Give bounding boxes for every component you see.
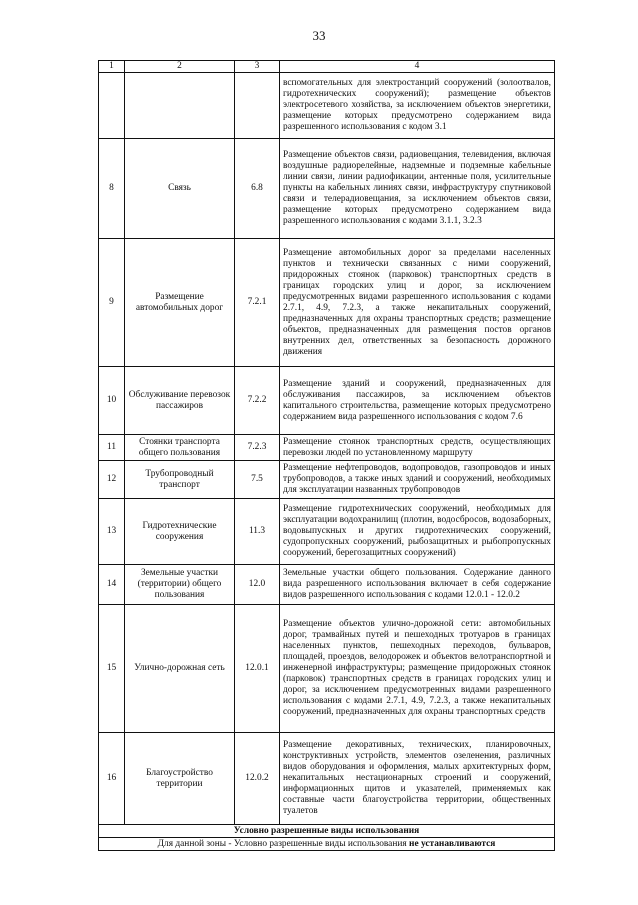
use-code: 7.2.1 xyxy=(235,239,280,367)
page-number: 33 xyxy=(312,28,326,43)
use-code: 12.0 xyxy=(235,565,280,605)
use-name: Улично-дорожная сеть xyxy=(125,605,235,733)
use-code: 12.0.2 xyxy=(235,733,280,825)
use-description: Размещение автомобильных дорог за пределами населенных пунктов и технически связанных с ними сооружений, придорожных стоянок (парковок) транспортных средств в границах городских улиц и дорог, за исключением предусмотренных видами разрешенного использования с кодами 2.7.1, 4.9, 7.2.3, а также некапитальных сооружений, предназначенных для охраны транспортных средств; размещение объектов, предназначенных для размещения постов органов внутренних дел, ответственных за безопасность дорожного движения xyxy=(280,239,555,367)
table-row xyxy=(99,139,555,239)
use-code: 12.0.1 xyxy=(235,605,280,733)
row-number xyxy=(99,73,125,139)
use-name: Связь xyxy=(125,139,235,239)
use-name: Земельные участки (территории) общего пользования xyxy=(125,565,235,605)
land-use-table xyxy=(98,60,555,851)
use-code: 7.2.3 xyxy=(235,435,280,461)
table-row xyxy=(99,733,555,825)
table-row xyxy=(99,605,555,733)
row-number: 16 xyxy=(99,733,125,825)
row-number: 14 xyxy=(99,565,125,605)
use-name: Обслуживание перевозок пассажиров xyxy=(125,367,235,435)
row-number: 12 xyxy=(99,461,125,499)
use-name xyxy=(125,73,235,139)
table-row xyxy=(99,239,555,367)
row-number: 8 xyxy=(99,139,125,239)
use-code xyxy=(235,73,280,139)
use-code: 7.5 xyxy=(235,461,280,499)
use-name: Благоустройство территории xyxy=(125,733,235,825)
table-row xyxy=(99,499,555,565)
use-description: Размещение объектов связи, радиовещания, телевидения, включая воздушные радиорелейные, надземные и подземные кабельные линии связи, линии радиофикации, антенные поля, усилительные пункты на кабельных линиях связи, инфраструктуру спутниковой связи и телерадиовещания, за исключением объектов связи, размещение которых предусмотрено содержанием вида разрешенного использования с кодами 3.1.1, 3.2.3 xyxy=(280,139,555,239)
use-description: Размещение стоянок транспортных средств, осуществляющих перевозки людей по установленному маршруту xyxy=(280,435,555,461)
section-title: Условно разрешенные виды использования xyxy=(99,825,555,838)
table-row xyxy=(99,565,555,605)
row-number: 11 xyxy=(99,435,125,461)
use-name: Размещение автомобильных дорог xyxy=(125,239,235,367)
use-name: Гидротехнические сооружения xyxy=(125,499,235,565)
use-description: Размещение декоративных, технических, планировочных, конструктивных устройств, элементов озеленения, различных видов оборудования и оформления, малых архитектурных форм, некапитальных нестационарных строений и сооружений, информационных щитов и указателей, применяемых как составные части благоустройства территории, общественных туалетов xyxy=(280,733,555,825)
table-row xyxy=(99,435,555,461)
table-header-row xyxy=(99,61,555,73)
footer-note-text: Для данной зоны - Условно разрешенные виды использования xyxy=(157,838,410,849)
use-description: вспомогательных для электростанций сооружений (золоотвалов, гидротехнических сооружений); размещение объектов электросетевого хозяйства, за исключением объектов энергетики, размещение которых предусмотрено содержанием вида разрешенного использования с кодом 3.1 xyxy=(280,73,555,139)
row-number: 15 xyxy=(99,605,125,733)
use-description: Размещение нефтепроводов, водопроводов, газопроводов и иных трубопроводов, а также иных зданий и сооружений, необходимых для эксплуатации названных трубопроводов xyxy=(280,461,555,499)
use-code: 11.3 xyxy=(235,499,280,565)
use-code: 7.2.2 xyxy=(235,367,280,435)
header-col-4: 4 xyxy=(280,61,555,73)
row-number: 13 xyxy=(99,499,125,565)
section-title-row xyxy=(99,825,555,838)
row-number: 10 xyxy=(99,367,125,435)
table-row xyxy=(99,367,555,435)
row-number: 9 xyxy=(99,239,125,367)
footer-row xyxy=(99,838,555,851)
table-row xyxy=(99,73,555,139)
header-col-3: 3 xyxy=(235,61,280,73)
table-row xyxy=(99,461,555,499)
footer-note-bold: не устанавливаются xyxy=(409,838,496,849)
use-description: Размещение объектов улично-дорожной сети: автомобильных дорог, трамвайных путей и пешеходных тротуаров в границах населенных пунктов, пешеходных переходов, бульваров, площадей, проездов, велодорожек и объектов велотранспортной и инженерной инфраструктуры; размещение придорожных стоянок (парковок) транспортных средств в границах городских улиц и дорог, за исключением предусмотренных видами разрешенного использования с кодами 2.7.1, 4.9, 7.2.3, а также некапитальных сооружений, предназначенных для охраны транспортных средств xyxy=(280,605,555,733)
use-name: Трубопроводный транспорт xyxy=(125,461,235,499)
header-col-1: 1 xyxy=(99,61,125,73)
use-name: Стоянки транспорта общего пользования xyxy=(125,435,235,461)
use-description: Земельные участки общего пользования. Содержание данного вида разрешенного использования включает в себя содержание видов разрешенного использования с кодами 12.0.1 - 12.0.2 xyxy=(280,565,555,605)
use-code: 6.8 xyxy=(235,139,280,239)
use-description: Размещение гидротехнических сооружений, необходимых для эксплуатации водохранилищ (плотин, водосбросов, водозаборных, водовыпускных и других гидротехнических сооружений, судопропускных сооружений, рыбозащитных и рыбопропускных сооружений, берегозащитных сооружений) xyxy=(280,499,555,565)
footer-note xyxy=(99,838,555,851)
header-col-2: 2 xyxy=(125,61,235,73)
use-description: Размещение зданий и сооружений, предназначенных для обслуживания пассажиров, за исключением объектов капитального строительства, размещение которых предусмотрено содержанием вида разрешенного использования с кодом 7.6 xyxy=(280,367,555,435)
